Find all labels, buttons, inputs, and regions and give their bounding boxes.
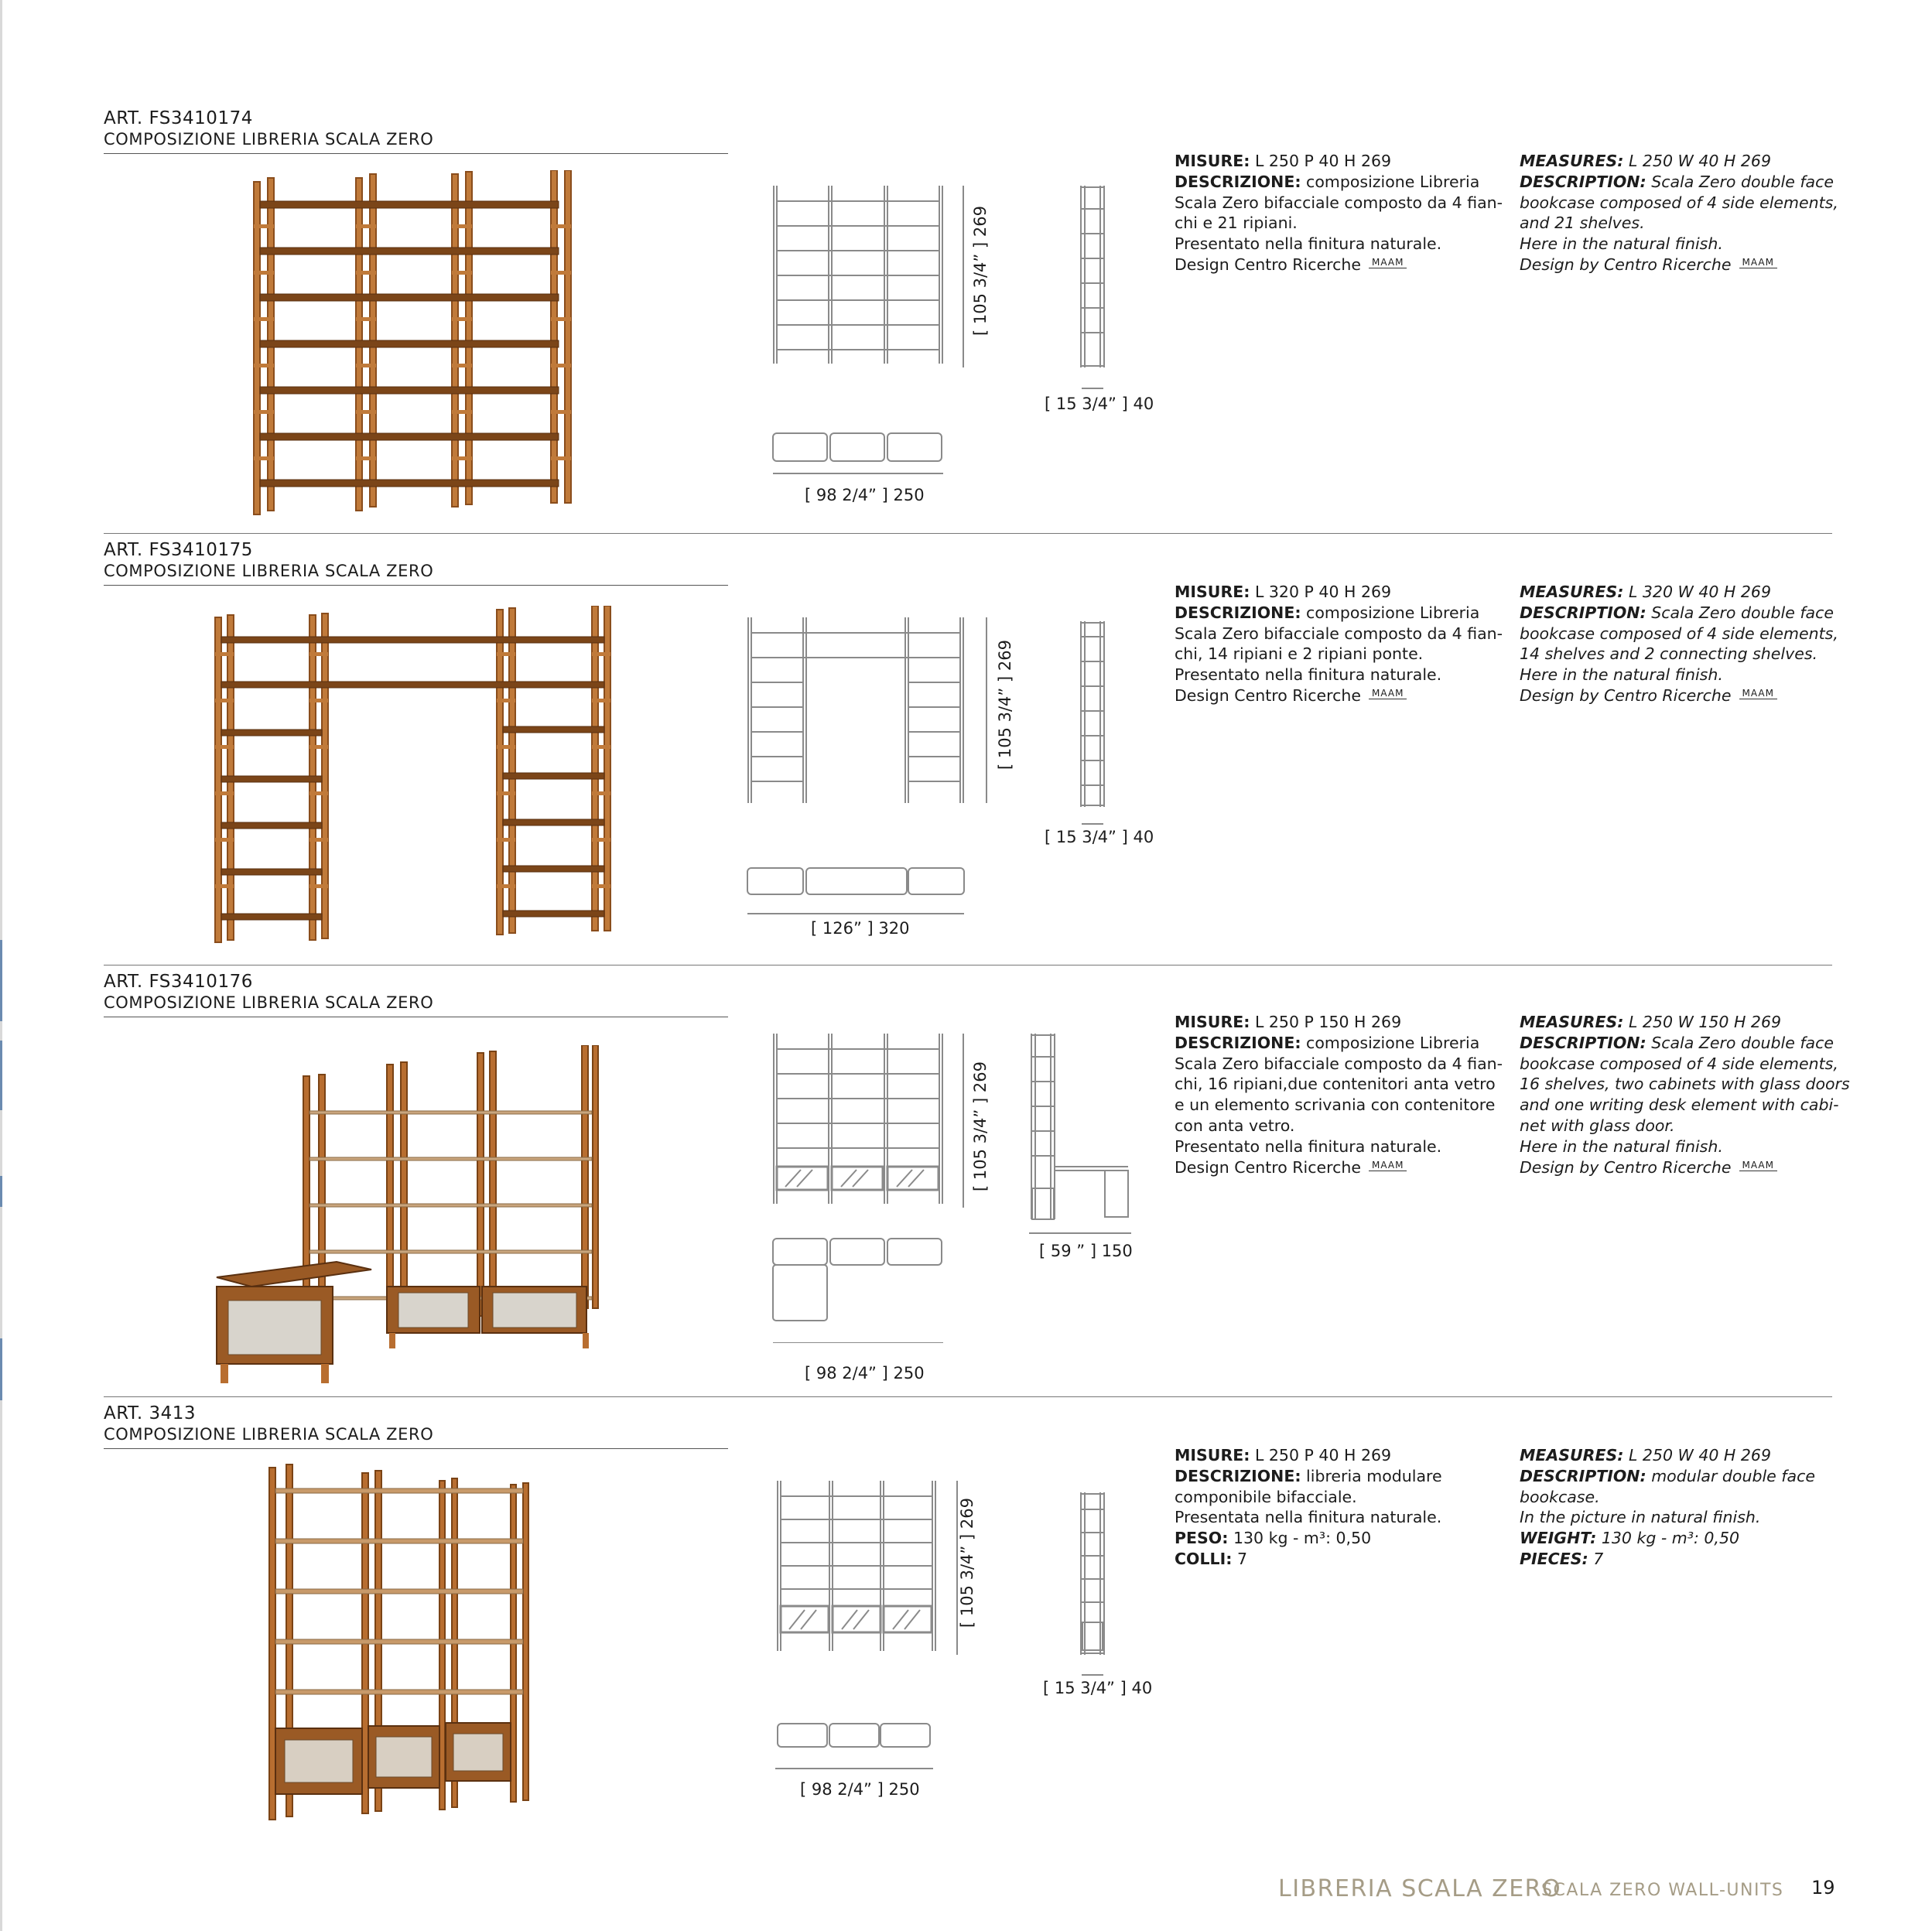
spec-text: chi, 14 ripiani e 2 ripiani ponte. xyxy=(1175,644,1424,664)
article-subtitle: COMPOSIZIONE LIBRERIA SCALA ZERO xyxy=(104,562,434,580)
spec-text: bookcase composed of 4 side elements, xyxy=(1520,1054,1838,1073)
footer-title-en: SCALA ZERO WALL-UNITS xyxy=(1541,1881,1784,1900)
spec-text: Here in the natural finish. xyxy=(1520,665,1723,685)
spec-text: 14 shelves and 2 connecting shelves. xyxy=(1520,644,1818,664)
width-dimension: [ 98 2/4” ] 250 xyxy=(805,486,925,504)
footer-title-it: LIBRERIA SCALA ZERO xyxy=(1278,1875,1562,1902)
spec-label: DESCRIZIONE: xyxy=(1175,1466,1301,1485)
article-subtitle: COMPOSIZIONE LIBRERIA SCALA ZERO xyxy=(104,993,434,1012)
spec-text: Presentato nella finitura naturale. xyxy=(1175,1136,1442,1156)
title-rule xyxy=(104,153,728,154)
depth-dimension: [ 15 3/4” ] 40 xyxy=(1045,828,1154,846)
spec-text: con anta vetro. xyxy=(1175,1116,1295,1135)
spec-text: Scala Zero bifacciale composto da 4 fian- xyxy=(1175,624,1503,643)
side-elevation-drawing xyxy=(1077,621,1108,830)
section-divider xyxy=(104,1396,1832,1397)
spec-label: MEASURES: xyxy=(1520,1446,1624,1464)
spec-text: 16 shelves, two cabinets with glass doors xyxy=(1520,1075,1850,1094)
page-number: 19 xyxy=(1811,1877,1835,1899)
spec-text: composizione Libreria xyxy=(1301,603,1480,622)
spec-label: DESCRIPTION: xyxy=(1520,603,1646,622)
maam-logo: MAAM xyxy=(1739,689,1777,699)
spec-text: libreria modulare xyxy=(1301,1466,1442,1485)
spec-label: MISURE: xyxy=(1175,583,1250,601)
depth-dimension: [ 15 3/4” ] 40 xyxy=(1043,1679,1153,1697)
article-code: ART. FS3410175 xyxy=(104,540,253,560)
spec-text: net with glass door. xyxy=(1520,1116,1675,1135)
spec-label: PESO: xyxy=(1175,1529,1229,1548)
maam-logo: MAAM xyxy=(1739,258,1777,268)
spec-label: MEASURES: xyxy=(1520,583,1624,601)
spec-text: bookcase composed of 4 side elements, xyxy=(1520,624,1838,643)
height-dimension: [ 105 3/4” ] 269 xyxy=(996,640,1014,770)
article-code: ART. FS3410176 xyxy=(104,972,253,992)
maam-logo: MAAM xyxy=(1369,1160,1407,1171)
spec-text: Scala Zero double face xyxy=(1646,172,1834,191)
english-description xyxy=(1520,151,1838,275)
spec-text: bookcase. xyxy=(1520,1487,1600,1506)
width-dimension: [ 126” ] 320 xyxy=(811,919,910,938)
italian-description xyxy=(1175,151,1503,275)
spec-label: MISURE: xyxy=(1175,1446,1250,1464)
spec-label: MEASURES: xyxy=(1520,152,1624,170)
product-photo xyxy=(213,1045,600,1386)
spec-text: Design Centro Ricerche xyxy=(1175,685,1361,705)
product-photo xyxy=(209,606,611,954)
spec-label: DESCRIPTION: xyxy=(1520,1466,1646,1485)
maam-logo: MAAM xyxy=(1739,1160,1777,1171)
spec-text: e un elemento scrivania con contenitore xyxy=(1175,1095,1496,1115)
depth-dimension: [ 59 ” ] 150 xyxy=(1039,1242,1133,1260)
spec-text: L 250 W 40 H 269 xyxy=(1623,1446,1771,1464)
spec-text: 7 xyxy=(1232,1549,1247,1568)
spec-text: In the picture in natural finish. xyxy=(1520,1508,1761,1527)
title-rule xyxy=(104,1448,728,1449)
spec-text: Design Centro Ricerche xyxy=(1175,255,1361,274)
side-elevation-drawing xyxy=(1028,1034,1136,1258)
spec-text: Scala Zero bifacciale composto da 4 fian- xyxy=(1175,193,1503,212)
spec-text: L 250 W 150 H 269 xyxy=(1623,1013,1782,1031)
spec-text: L 250 P 40 H 269 xyxy=(1250,1446,1392,1464)
front-elevation-drawing xyxy=(744,617,1000,919)
spec-label: DESCRIZIONE: xyxy=(1175,172,1301,191)
spec-label: DESCRIZIONE: xyxy=(1175,1033,1301,1052)
spec-text: Presentato nella finitura naturale. xyxy=(1175,665,1442,685)
spec-label: WEIGHT: xyxy=(1520,1529,1597,1548)
spec-text: Here in the natural finish. xyxy=(1520,234,1723,254)
article-code: ART. FS3410174 xyxy=(104,108,253,128)
spec-text: chi, 16 ripiani,due contenitori anta vetro xyxy=(1175,1075,1496,1094)
spec-label: DESCRIPTION: xyxy=(1520,172,1646,191)
spec-text: L 320 P 40 H 269 xyxy=(1250,583,1392,601)
english-description xyxy=(1520,1012,1850,1177)
product-section-fs3410175 xyxy=(0,540,1932,973)
spec-text: bookcase composed of 4 side elements, xyxy=(1520,193,1838,212)
spec-label: MISURE: xyxy=(1175,1013,1250,1031)
product-section-fs3410176 xyxy=(0,972,1932,1405)
spec-text: modular double face xyxy=(1646,1466,1815,1485)
spec-text: and one writing desk element with cabi- xyxy=(1520,1095,1839,1115)
spec-text: Presentato nella finitura naturale. xyxy=(1175,234,1442,254)
spec-text: Scala Zero double face xyxy=(1646,1033,1834,1052)
height-dimension: [ 105 3/4” ] 269 xyxy=(971,206,990,336)
spec-text: 130 kg - m³: 0,50 xyxy=(1596,1529,1740,1548)
height-dimension: [ 105 3/4” ] 269 xyxy=(958,1498,976,1628)
spec-text: Design Centro Ricerche xyxy=(1175,1157,1361,1177)
spec-label: DESCRIZIONE: xyxy=(1175,603,1301,622)
maam-logo: MAAM xyxy=(1369,258,1407,268)
italian-description xyxy=(1175,1445,1442,1570)
spec-text: chi e 21 ripiani. xyxy=(1175,214,1298,233)
spec-text: componibile bifacciale. xyxy=(1175,1487,1357,1506)
english-description xyxy=(1520,582,1838,706)
spec-text: and 21 shelves. xyxy=(1520,214,1645,233)
spec-text: L 250 P 150 H 269 xyxy=(1250,1013,1402,1031)
spec-text: Design by Centro Ricerche xyxy=(1520,1157,1732,1177)
front-elevation-drawing xyxy=(774,1481,975,1775)
spec-text: 130 kg - m³: 0,50 xyxy=(1228,1529,1372,1548)
title-rule xyxy=(104,585,728,586)
article-code: ART. 3413 xyxy=(104,1403,197,1423)
spec-text: Design by Centro Ricerche xyxy=(1520,685,1732,705)
spec-text: L 250 W 40 H 269 xyxy=(1623,152,1771,170)
front-elevation-drawing xyxy=(770,186,987,480)
spec-text: L 250 P 40 H 269 xyxy=(1250,152,1392,170)
article-subtitle: COMPOSIZIONE LIBRERIA SCALA ZERO xyxy=(104,1425,434,1444)
depth-dimension: [ 15 3/4” ] 40 xyxy=(1045,395,1154,413)
spec-text: composizione Libreria xyxy=(1301,1033,1480,1052)
italian-description xyxy=(1175,1012,1503,1177)
spec-text: composizione Libreria xyxy=(1301,172,1480,191)
spec-label: DESCRIPTION: xyxy=(1520,1033,1646,1052)
product-photo xyxy=(240,170,580,526)
spec-label: MEASURES: xyxy=(1520,1013,1624,1031)
maam-logo: MAAM xyxy=(1369,689,1407,699)
italian-description xyxy=(1175,582,1503,706)
product-photo xyxy=(263,1461,542,1829)
section-divider xyxy=(104,533,1832,534)
spec-text: Here in the natural finish. xyxy=(1520,1136,1723,1156)
spec-text: Scala Zero bifacciale composto da 4 fian- xyxy=(1175,1054,1503,1073)
spec-label: PIECES: xyxy=(1520,1549,1588,1568)
english-description xyxy=(1520,1445,1815,1570)
spec-text: Presentata nella finitura naturale. xyxy=(1175,1508,1442,1527)
side-elevation-drawing xyxy=(1077,186,1108,395)
product-section-3413 xyxy=(0,1403,1932,1837)
spec-text: Design by Centro Ricerche xyxy=(1520,255,1732,274)
side-elevation-drawing xyxy=(1077,1492,1108,1693)
width-dimension: [ 98 2/4” ] 250 xyxy=(805,1364,925,1382)
width-dimension: [ 98 2/4” ] 250 xyxy=(800,1780,920,1799)
spec-label: MISURE: xyxy=(1175,152,1250,170)
spec-label: COLLI: xyxy=(1175,1549,1233,1568)
spec-text: Scala Zero double face xyxy=(1646,603,1834,622)
spec-text: L 320 W 40 H 269 xyxy=(1623,583,1771,601)
article-subtitle: COMPOSIZIONE LIBRERIA SCALA ZERO xyxy=(104,130,434,149)
height-dimension: [ 105 3/4” ] 269 xyxy=(971,1061,990,1191)
front-elevation-drawing xyxy=(770,1034,987,1343)
section-divider xyxy=(104,965,1832,966)
spec-text: 7 xyxy=(1588,1549,1604,1568)
product-section-fs3410174 xyxy=(0,108,1932,542)
